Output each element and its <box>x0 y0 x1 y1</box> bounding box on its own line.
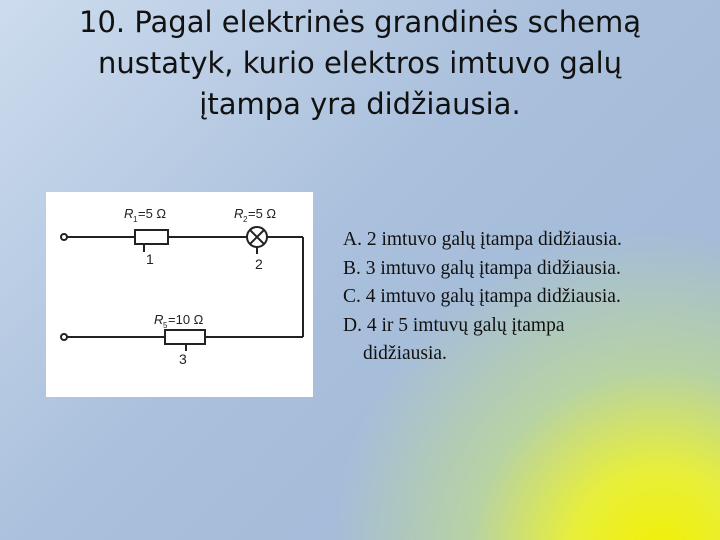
r1-value: =5 Ω <box>138 206 167 221</box>
slide-title <box>20 2 700 125</box>
element-number-1: 1 <box>146 251 154 267</box>
r5-value: =10 Ω <box>168 312 204 327</box>
answer-c: C. 4 imtuvo galų įtampa didžiausia. <box>343 286 621 307</box>
answer-b: B. 3 imtuvo galų įtampa didžiausia. <box>343 257 621 279</box>
r2-label: R <box>234 206 244 221</box>
title-line-3: įtampa yra didžiausia. <box>199 87 521 121</box>
r2-value: =5 Ω <box>248 206 277 221</box>
circuit-svg <box>46 192 313 397</box>
answer-d: D. 4 ir 5 imtuvų galų įtampa <box>343 314 565 336</box>
resistor-r1 <box>135 230 168 244</box>
answer-a: A. 2 imtuvo galų įtampa didžiausia. <box>343 229 622 250</box>
r2-sub: 2 <box>243 215 248 224</box>
terminal-bottom <box>61 334 67 340</box>
title-line-2: nustatyk, kurio elektros imtuvo galų <box>97 46 623 80</box>
r1-label: R <box>124 206 134 221</box>
r5-label: R <box>154 312 164 327</box>
r1-sub: 1 <box>133 215 138 224</box>
answer-options <box>343 226 703 369</box>
element-number-2: 2 <box>255 256 263 272</box>
element-number-3: 3 <box>179 351 187 367</box>
circuit-diagram <box>46 192 313 397</box>
resistor-r5 <box>165 330 205 344</box>
r5-sub: 5 <box>163 321 168 330</box>
terminal-top <box>61 234 67 240</box>
title-line-1: 10. Pagal elektrinės grandinės schemą <box>79 5 641 39</box>
answer-d-continued: didžiausia. <box>363 343 447 364</box>
